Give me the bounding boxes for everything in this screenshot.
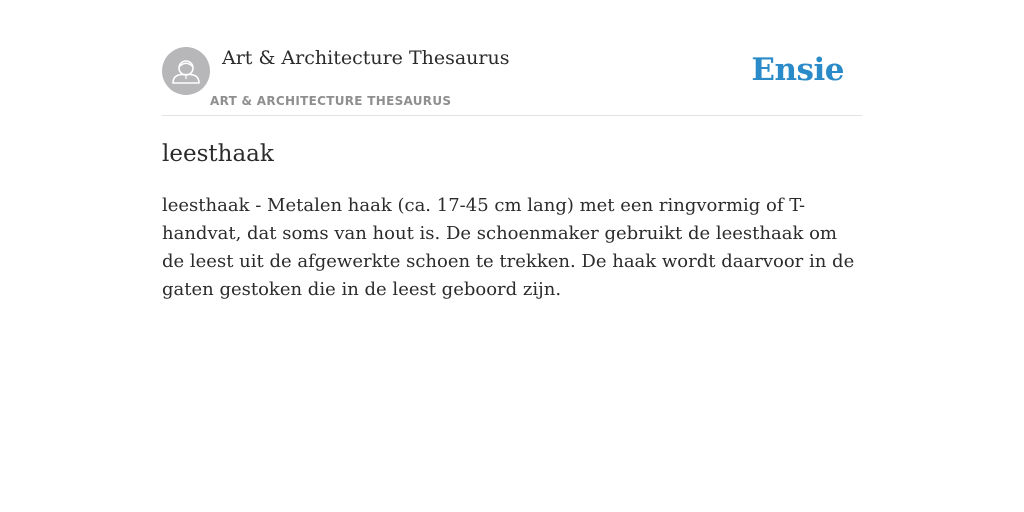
brand-logo[interactable]: Ensie	[751, 52, 844, 88]
page-container	[162, 0, 862, 300]
entry-title: leesthaak	[162, 141, 274, 167]
avatar[interactable]	[162, 47, 210, 95]
source-subtitle[interactable]: ART & ARCHITECTURE THESAURUS	[210, 94, 452, 108]
source-title[interactable]: Art & Architecture Thesaurus	[222, 47, 510, 69]
entry-body: leesthaak - Metalen haak (ca. 17-45 cm lang) met een ringvormig of T-handvat, dat soms van hout is. De schoenmaker gebruikt de leesthaak om de leest uit de afgewerkte schoen te trekken. De haak wordt daarvoor in de gaten gestoken die in de leest geboord zijn.	[162, 195, 855, 300]
header	[162, 0, 862, 116]
user-avatar-icon	[162, 47, 210, 95]
